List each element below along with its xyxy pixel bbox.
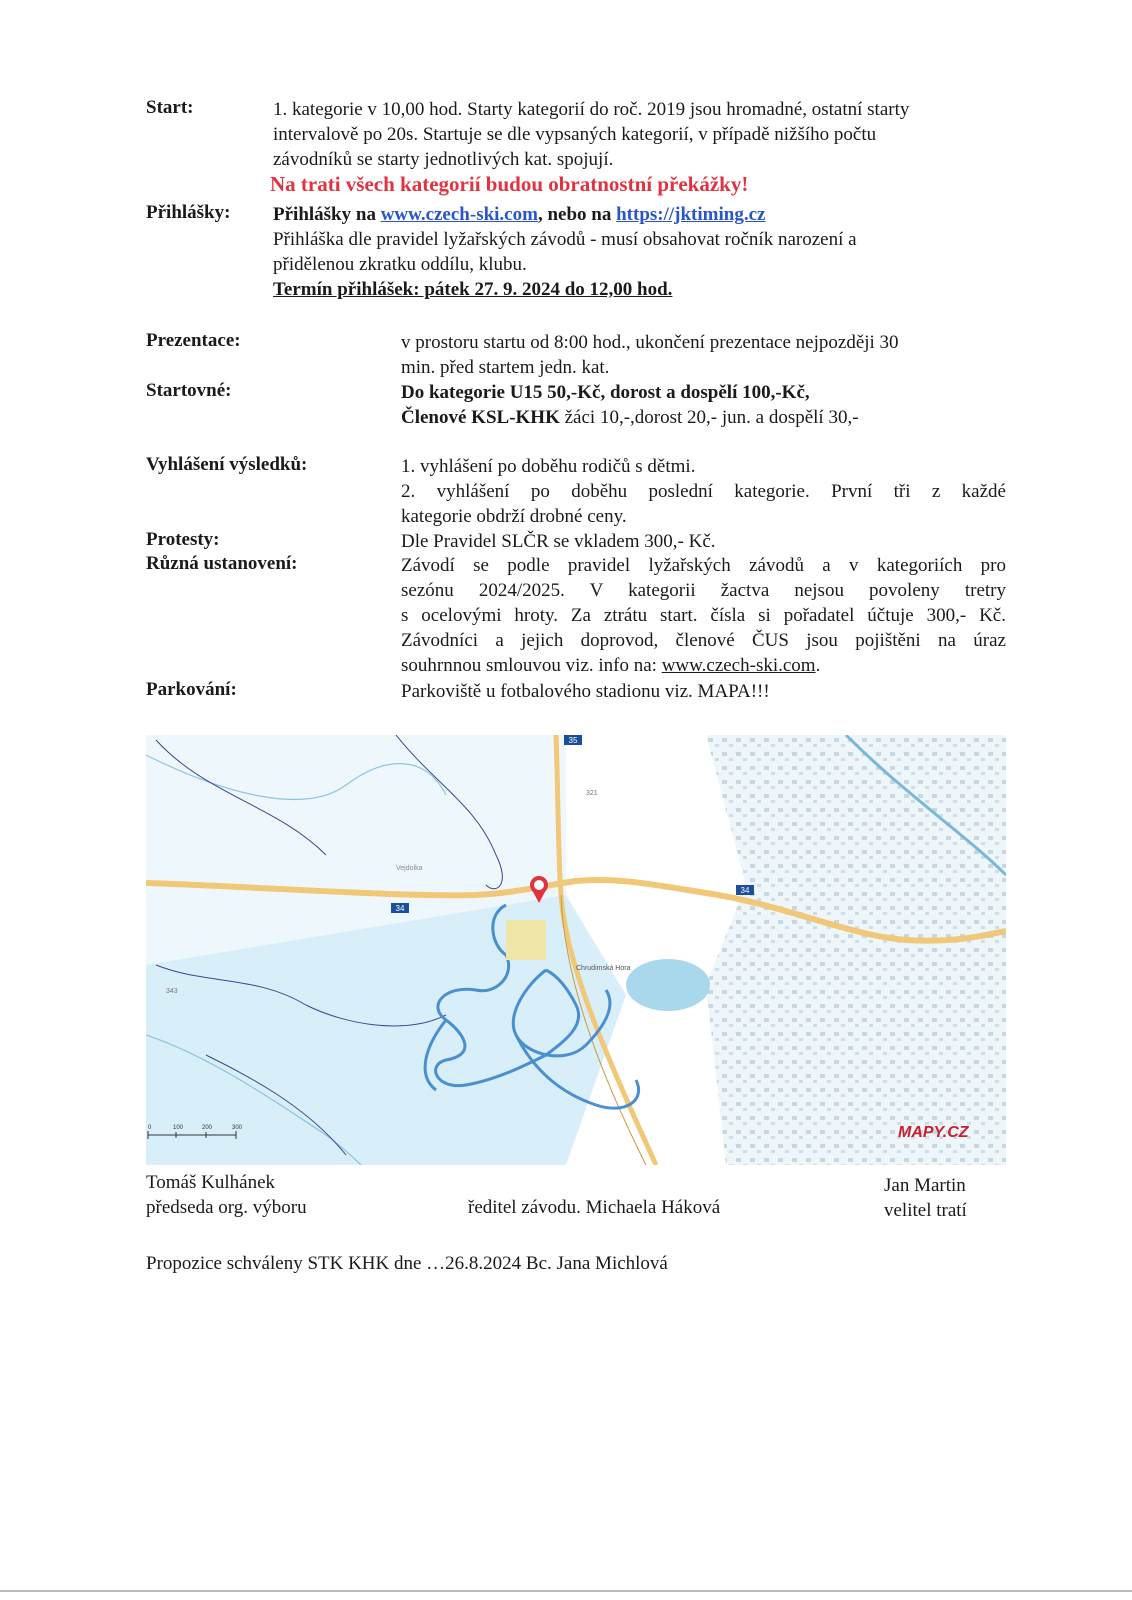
scale-tick-300: 300	[232, 1125, 243, 1131]
czech-ski-link-2[interactable]: www.czech-ski.com	[661, 655, 816, 676]
scale-tick-100: 100	[173, 1125, 184, 1131]
person3-name: Jan Martin	[884, 1175, 966, 1196]
ustanoveni-line-5-prefix: souhrnnou smlouvou viz. info na:	[401, 655, 662, 676]
road-number-3: 35	[568, 736, 578, 745]
protesty-label: Protesty:	[146, 529, 220, 550]
place-label-2: Vejdolka	[396, 865, 423, 872]
ustanoveni-line-2: sezónu 2024/2025. V kategorii žactva nejsou povoleny tretry	[401, 580, 1006, 601]
prezentace-line-2: min. před startem jedn. kat.	[401, 357, 610, 378]
deadline: Termín přihlášek: pátek 27. 9. 2024 do 12,00 hod.	[273, 279, 673, 300]
map-lake	[626, 959, 710, 1011]
elevation-label-1: 321	[586, 790, 598, 797]
prihlasky-prefix: Přihlášky na	[273, 204, 381, 225]
ustanoveni-label: Různá ustanovení:	[146, 553, 298, 574]
elevation-label-2: 343	[166, 988, 178, 995]
startovne-line-2	[401, 405, 1006, 430]
start-label: Start:	[146, 97, 194, 118]
place-label-1: Chrudimská Hora	[576, 965, 631, 972]
parkovani-text: Parkoviště u fotbalového stadionu viz. MAPA!!!	[401, 681, 770, 702]
person1-role: předseda org. výboru	[146, 1197, 307, 1218]
prezentace-text	[401, 330, 1006, 380]
vyhlaseni-label: Vyhlášení výsledků:	[146, 454, 308, 475]
prihlasky-line-2: Přihláška dle pravidel lyžařských závodů - musí obsahovat ročník narození a	[273, 229, 857, 250]
road-number-2: 34	[740, 886, 750, 895]
ustanoveni-text	[401, 553, 1006, 678]
start-text	[273, 97, 1006, 172]
signature-center: ředitel závodu. Michaela Háková	[468, 1197, 721, 1218]
parkovani-label: Parkování:	[146, 679, 237, 700]
scale-tick-200: 200	[202, 1125, 213, 1131]
person3-role: velitel tratí	[884, 1200, 967, 1221]
obstacle-warning: Na trati všech kategorií budou obratnostní překážky!	[270, 172, 749, 196]
vyhlaseni-line-2: 2. vyhlášení po doběhu poslední kategorie. První tři z každé	[401, 481, 1006, 502]
start-line-1: 1. kategorie v 10,00 hod. Starty kategorií do roč. 2019 jsou hromadné, ostatní starty	[273, 99, 910, 120]
ustanoveni-line-5	[401, 653, 1006, 678]
road-number-1: 34	[395, 904, 405, 913]
map-graphic	[146, 735, 1006, 1165]
prihlasky-line-3: přidělenou zkratku oddílu, klubu.	[273, 254, 527, 275]
map-town-area	[706, 735, 1006, 1165]
mapy-cz-logo: MAPY.CZ	[898, 1124, 969, 1141]
prihlasky-text	[273, 202, 1006, 302]
startovne-label: Startovné:	[146, 380, 232, 401]
vyhlaseni-line-3: kategorie obdrží drobné ceny.	[401, 506, 627, 527]
signature-right	[884, 1173, 967, 1223]
startovne-members: Členové KSL-KHK	[401, 407, 560, 428]
prihlasky-label: Přihlášky:	[146, 202, 231, 223]
ustanoveni-line-1: Závodí se podle pravidel lyžařských závodů a v kategoriích pro	[401, 555, 1006, 576]
road-number-badge-3	[564, 735, 582, 745]
startovne-members-prices: žáci 10,-,dorost 20,- jun. a dospělí 30,-	[559, 407, 859, 428]
ustanoveni-line-5-suffix: .	[815, 655, 821, 676]
prihlasky-line-1	[273, 202, 1006, 227]
protesty-text: Dle Pravidel SLČR se vkladem 300,- Kč.	[401, 531, 716, 552]
road-number-badge-1	[391, 903, 409, 913]
jktiming-link[interactable]: https://jktiming.cz	[616, 204, 766, 225]
page-bottom-edge	[0, 1590, 1132, 1592]
startovne-line-1: Do kategorie U15 50,-Kč, dorost a dospělí 100,-Kč,	[401, 382, 810, 403]
map-stadium	[506, 920, 546, 960]
signature-left	[146, 1170, 307, 1220]
prezentace-line-1: v prostoru startu od 8:00 hod., ukončení prezentace nejpozději 30	[401, 332, 899, 353]
vyhlaseni-text	[401, 454, 1006, 529]
prihlasky-middle: , nebo na	[537, 204, 617, 225]
course-map[interactable]	[146, 735, 1006, 1165]
prezentace-label: Prezentace:	[146, 330, 241, 351]
startovne-text	[401, 380, 1006, 430]
road-number-badge-2	[736, 885, 754, 895]
ustanoveni-line-4: Závodníci a jejich doprovod, členové ČUS jsou pojištěni na úraz	[401, 630, 1006, 651]
ustanoveni-line-3: s ocelovými hroty. Za ztrátu start. čísla si pořadatel účtuje 300,- Kč.	[401, 605, 1006, 626]
start-line-2: intervalově po 20s. Startuje se dle vypsaných kategorií, v případě nižšího počtu	[273, 124, 877, 145]
vyhlaseni-line-1: 1. vyhlášení po doběhu rodičů s dětmi.	[401, 456, 696, 477]
person1-name: Tomáš Kulhánek	[146, 1172, 276, 1193]
scale-tick-0: 0	[148, 1125, 152, 1131]
czech-ski-link[interactable]: www.czech-ski.com	[380, 204, 538, 225]
approval-line: Propozice schváleny STK KHK dne …26.8.2024 Bc. Jana Michlová	[146, 1253, 668, 1274]
start-line-3: závodníků se starty jednotlivých kat. spojují.	[273, 149, 614, 170]
